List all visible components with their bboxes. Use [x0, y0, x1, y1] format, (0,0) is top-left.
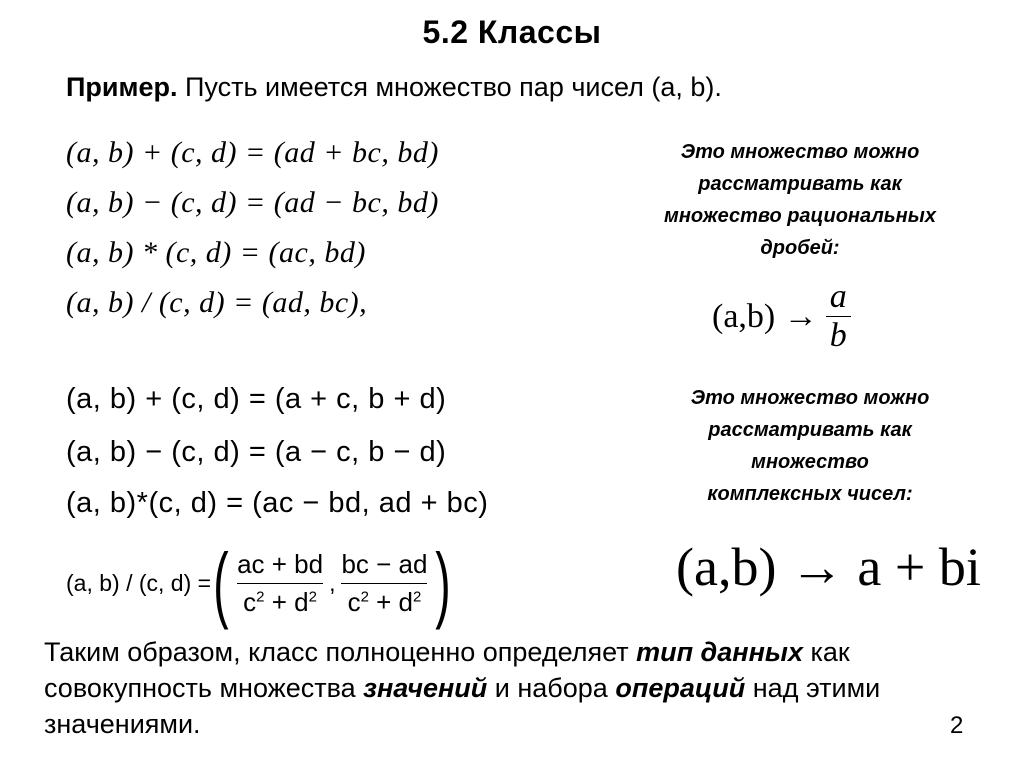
left-paren: ( [213, 536, 229, 630]
fraction-numerator: a [829, 278, 847, 315]
right-paren: ) [435, 536, 452, 630]
fraction-denominator: $c^2 + d^2$ [243, 586, 317, 617]
fraction-bar [341, 583, 427, 584]
complex-note-line: комплексных чисел: [707, 483, 913, 505]
rational-fraction [826, 278, 851, 355]
rational-note-line: Это множество можно [680, 141, 920, 163]
complex-note-line: множество [751, 451, 869, 473]
rational-note [610, 136, 990, 264]
fraction-bar [237, 583, 323, 584]
example-text: Пусть имеется множество пар чисел (a, b). [177, 72, 722, 102]
complex-op-mul: (a, b)*(c, d) = (ac − bd, ad + bc) [66, 487, 489, 519]
rational-op-mul: (a, b) * (c, d) = (ac, bd) [66, 236, 366, 269]
rational-note-line: рассматривать как [698, 173, 902, 195]
complex-note [620, 382, 1000, 510]
fraction-denominator: $c^2 + d^2$ [347, 586, 422, 617]
rational-map-lhs: (a,b) → [712, 297, 818, 335]
example-label: Пример. [66, 72, 178, 102]
slide-title: 5.2 Классы [422, 14, 602, 50]
term-data-type: тип данных [636, 637, 803, 667]
fraction-numerator: bc − ad [341, 548, 428, 579]
term-operations: операций [615, 673, 746, 703]
rational-op-add: (a, b) + (c, d) = (ad + bc, bd) [66, 136, 439, 169]
fraction-separator: , [329, 569, 336, 596]
complex-note-line: Это множество можно [690, 387, 930, 409]
rational-op-sub: (a, b) − (c, d) = (ad − bc, bd) [66, 186, 439, 219]
rational-note-line: дробей: [760, 237, 840, 259]
rational-map [712, 278, 851, 355]
page-number: 2 [950, 712, 964, 739]
fraction-denominator: b [829, 317, 847, 354]
complex-op-div [66, 538, 453, 628]
conclusion-text: Таким образом, класс полноценно определяет тип данных как совокупность множества значений и набора операций над этими значениями. [44, 637, 881, 739]
rational-note-line: множество рациональных [664, 205, 936, 227]
complex-note-line: рассматривать как [708, 419, 912, 441]
rational-op-div: (a, b) / (c, d) = (ad, bc), [66, 286, 368, 319]
complex-div-imag-part [341, 549, 427, 618]
fraction-numerator: ac + bd [237, 548, 324, 579]
example-line [66, 72, 722, 103]
complex-op-add: (a, b) + (c, d) = (a + c, b + d) [66, 383, 447, 415]
term-values: значений [363, 673, 488, 703]
complex-div-real-part [237, 549, 323, 618]
complex-div-lhs: (a, b) / (c, d) = [66, 569, 212, 596]
complex-map: (a,b) → a + bi [676, 537, 981, 597]
complex-op-sub: (a, b) − (c, d) = (a − c, b − d) [66, 436, 447, 468]
